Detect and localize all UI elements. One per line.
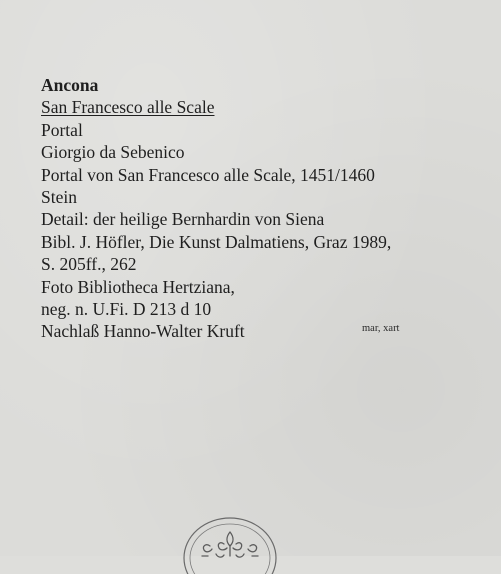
- card-title: Ancona: [41, 75, 99, 95]
- library-stamp-icon: [180, 514, 280, 574]
- card-line-detail: Detail: der heilige Bernhardin von Siena: [41, 209, 325, 230]
- card-line-material: Stein: [41, 187, 77, 208]
- card-line-estate: Nachlaß Hanno-Walter Kruft: [41, 321, 245, 342]
- card-line-bibliography: Bibl. J. Höfler, Die Kunst Dalmatiens, Graz 1989,: [41, 231, 392, 252]
- cataloguer-initials: mar, xart: [362, 323, 400, 334]
- card-line-artist: Giorgio da Sebenico: [41, 142, 185, 163]
- card-line-object: Portal: [41, 119, 83, 140]
- card-text-block: [41, 74, 461, 343]
- card-line-photo-source: Foto Bibliotheca Hertziana,: [41, 276, 235, 297]
- card-line-pages: S. 205ff., 262: [41, 254, 137, 275]
- card-subtitle: San Francesco alle Scale: [41, 97, 215, 118]
- card-line-work: Portal von San Francesco alle Scale, 1451/1460: [41, 164, 375, 185]
- card-line-negative: neg. n. U.Fi. D 213 d 10: [41, 299, 212, 320]
